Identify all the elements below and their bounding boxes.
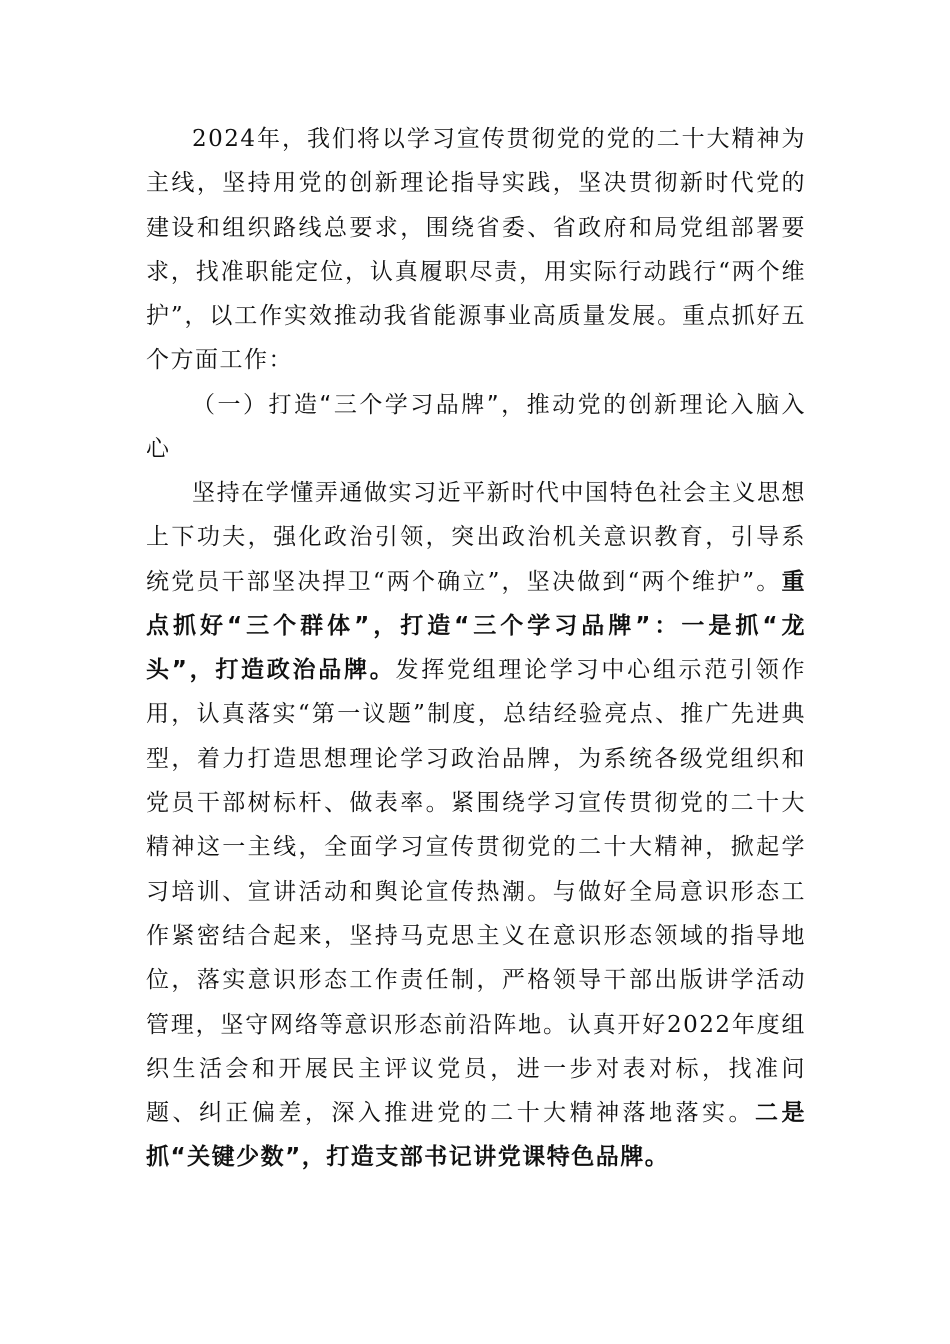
body-paragraph-block bbox=[146, 471, 806, 1180]
section-heading: （一）打造“三个学习品牌”，推动党的创新理论入脑入心 bbox=[146, 392, 806, 463]
body-text-part1: 坚持在学懂弄通做实习近平新时代中国特色社会主义思想上下功夫，强化政治引领，突出政治机关意识教育，引导系统党员干部坚决捍卫“两个确立”，坚决做到“两个维护”。 bbox=[146, 480, 806, 595]
section-heading-block bbox=[146, 383, 806, 472]
body-text-part2: 发挥党组理论学习中心组示范引领作用，认真落实“第一议题”制度，总结经验亮点、推广先进典型，着力打造思想理论学习政治品牌，为系统各级党组织和党员干部树标杆、做表率。紧围绕学习宣传贯彻党的二十大精神这一主线，全面学习宣传贯彻党的二十大精神，掀起学习培训、宣讲活动和舆论宣传热潮。与做好全局意识形态工作紧密结合起来，坚持马克思主义在意识形态领域的指导地位，落实意识形态工作责任制，严格领导干部出版讲学活动管理，坚守网络等意识形态前沿阵地。认真开好2022年度组织生活会和开展民主评议党员，进一步对表对标，找准问题、纠正偏差，深入推进党的二十大精神落地落实。 bbox=[146, 657, 806, 1127]
body-bold-brand-2: 二是抓“关键少数”，打造支部书记讲党课特色品牌。 bbox=[146, 1100, 807, 1171]
body-bold-brand-1: 重点抓好“三个群体”，打造“三个学习品牌”：一是抓“龙头”，打造政治品牌。 bbox=[146, 568, 806, 684]
intro-paragraph: 2024年，我们将以学习宣传贯彻党的党的二十大精神为主线，坚持用党的创新理论指导实践，坚决贯彻新时代党的建设和组织路线总要求，围绕省委、省政府和局党组部署要求，找准职能定位，认真履职尽责，用实际行动践行“两个维护”，以工作实效推动我省能源事业高质量发展。重点抓好五个方面工作： bbox=[146, 126, 806, 374]
body-paragraph bbox=[146, 471, 806, 1180]
intro-paragraph-block bbox=[146, 117, 806, 383]
